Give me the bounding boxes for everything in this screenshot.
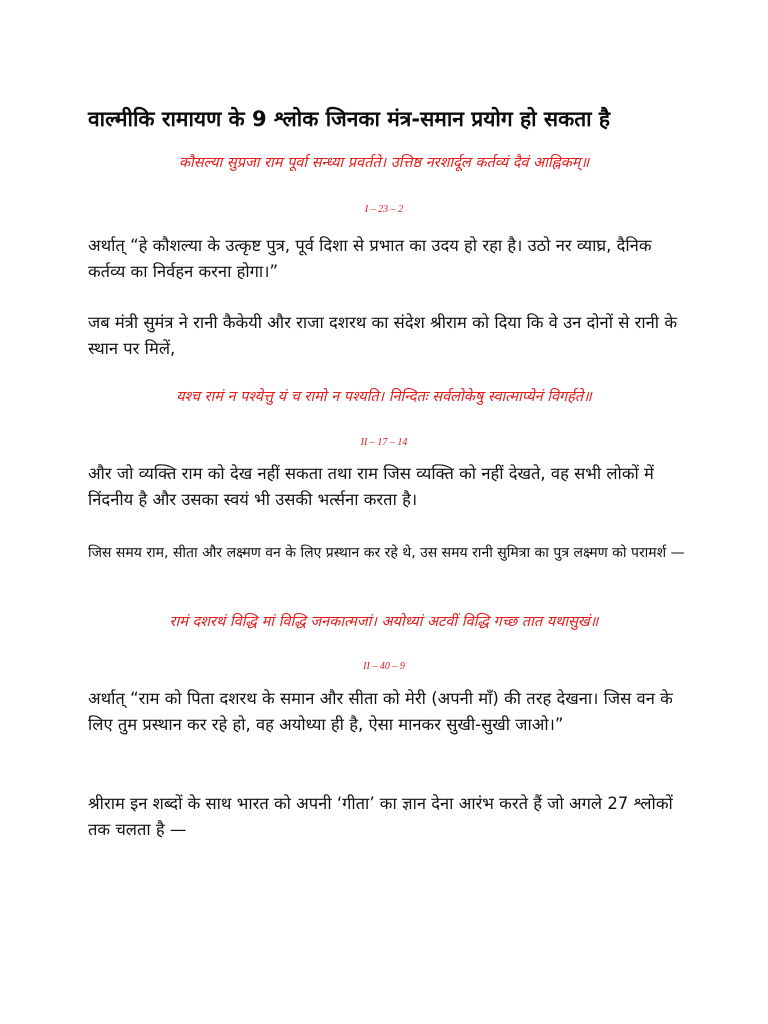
shloka-3-reference: II – 40 – 9 xyxy=(363,661,405,672)
context-paragraph-2: जब मंत्री सुमंत्र ने रानी कैकेयी और राजा दशरथ का संदेश श्रीराम को दिया कि वे उन दोनों से रानी के स्थान पर मिलें, xyxy=(88,313,677,358)
document-title: वाल्मीकि रामायण के 9 श्लोक जिनका मंत्र-समान प्रयोग हो सकता है xyxy=(88,107,611,131)
meaning-paragraph-3: और जो व्यक्ति राम को देख नहीं सकता तथा राम जिस व्यक्ति को नहीं देखते, वह सभी लोकों में निंदनीय है और उसका स्वयं भी उसकी भर्त्सना करता है। xyxy=(88,464,654,509)
shloka-3: रामं दशरथं विद्धि मां विद्धि जनकात्मजां। अयोध्यां अटवीं विद्धि गच्छ तात यथासुखं॥ xyxy=(169,614,599,630)
meaning-paragraph-1: अर्थात् “हे कौशल्या के उत्कृष्ट पुत्र, पूर्व दिशा से प्रभात का उदय हो रहा है। उठो नर व्याघ्र, दैनिक कर्तव्य का निर्वहन करना होगा।” xyxy=(88,236,652,281)
shloka-1-reference: I – 23 – 2 xyxy=(364,204,404,215)
closing-paragraph-6: श्रीराम इन शब्दों के साथ भारत को अपनी ‘गीता’ का ज्ञान देना आरंभ करते हैं जो अगले 27 श्लोकों तक चलता है — xyxy=(88,794,673,839)
shloka-2: यश्च रामं न पश्येत्तु यं च रामो न पश्यति। निन्दितः सर्वलोकेषु स्वात्माप्येनं विगर्हते॥ xyxy=(176,389,592,405)
shloka-2-reference: II – 17 – 14 xyxy=(360,437,408,448)
shloka-1: कौसल्या सुप्रजा राम पूर्वा सन्ध्या प्रवर्तते। उत्तिष्ठ नरशार्दूल कर्तव्यं दैवं आह्निकम्॥ xyxy=(178,155,590,171)
meaning-paragraph-5: अर्थात् “राम को पिता दशरथ के समान और सीता को मेरी (अपनी माँ) की तरह देखना। जिस वन के लिए तुम प्रस्थान कर रहे हो, वह अयोध्या ही है, ऐसा मानकर सुखी-सुखी जाओ।” xyxy=(88,689,673,734)
context-paragraph-4: जिस समय राम, सीता और लक्ष्मण वन के लिए प्रस्थान कर रहे थे, उस समय रानी सुमित्रा का पुत्र लक्ष्मण को परामर्श — xyxy=(88,545,685,561)
